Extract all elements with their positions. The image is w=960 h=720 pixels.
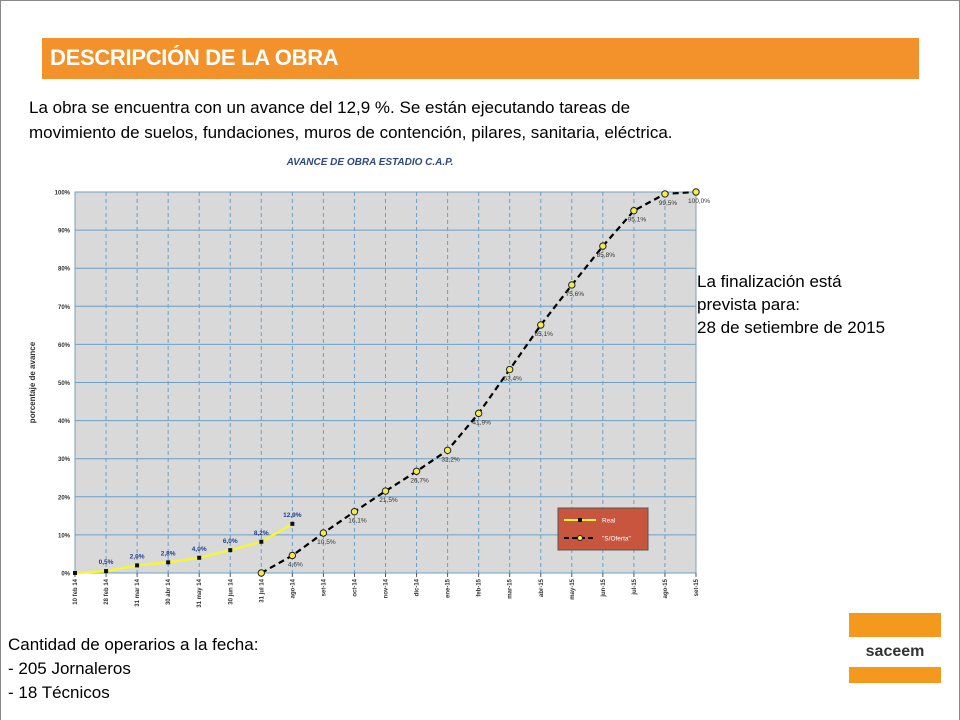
workers-laborers: - 205 Jornaleros <box>8 659 131 678</box>
x-tick-label: 10 feb 14 <box>73 579 79 605</box>
x-tick-label: nov-14 <box>383 579 390 599</box>
data-label-offer: 4,6% <box>287 561 303 569</box>
legend-box <box>558 508 648 550</box>
data-point-offer <box>289 552 295 558</box>
data-label-offer: 32,2% <box>441 456 460 464</box>
data-label-offer: 100,0% <box>687 198 710 205</box>
data-point-offer <box>507 366 513 372</box>
x-tick-label: may-15 <box>569 579 576 600</box>
chart-title: AVANCE DE OBRA ESTADIO C.A.P. <box>286 157 454 168</box>
completion-note-line-2: prevista para: <box>697 295 800 314</box>
data-label-real: 2,8% <box>160 550 176 558</box>
data-point-offer <box>320 530 326 536</box>
workers-technicians: - 18 Técnicos <box>8 683 110 702</box>
x-tick-label: jun-15 <box>600 579 607 597</box>
completion-note-line-1: La finalización está <box>697 272 842 291</box>
page-title: DESCRIPCIÓN DE LA OBRA <box>50 45 339 70</box>
y-tick-label: 50% <box>57 381 70 387</box>
data-point-offer <box>631 207 637 213</box>
y-tick-label: 40% <box>57 419 70 426</box>
data-point-offer <box>258 570 264 576</box>
y-tick-label: 10% <box>57 533 70 540</box>
data-label-offer: 75,6% <box>565 290 585 298</box>
data-point-offer <box>413 468 419 474</box>
x-tick-label: ago-14 <box>290 579 297 599</box>
legend-label-real: Real <box>602 517 616 525</box>
y-tick-label: 60% <box>57 342 70 349</box>
data-label-offer: 41,9% <box>472 419 491 427</box>
workers-summary <box>8 633 408 705</box>
x-tick-label: set-15 <box>694 579 700 597</box>
data-point-real <box>228 548 232 552</box>
data-point-offer <box>569 282 575 288</box>
completion-date: 28 de setiembre de 2015 <box>697 318 886 337</box>
y-tick-label: 100% <box>54 190 70 197</box>
data-label-real: 8,2% <box>253 529 269 537</box>
x-tick-label: feb-15 <box>476 579 483 597</box>
workers-heading: Cantidad de operarios a la fecha: <box>8 635 259 654</box>
data-point-real <box>290 522 294 526</box>
completion-note <box>697 270 947 339</box>
data-label-offer: 26,7% <box>410 477 429 485</box>
data-point-offer <box>475 410 481 416</box>
x-tick-label: mar-15 <box>507 579 514 599</box>
data-label-real: 12,9% <box>283 511 302 519</box>
data-point-offer <box>351 508 357 514</box>
data-point-offer <box>382 488 388 494</box>
data-point-real <box>259 540 263 544</box>
x-tick-label: ene-15 <box>445 579 452 599</box>
data-point-offer <box>693 189 699 195</box>
intro-line-2: movimiento de suelos, fundaciones, muros de contención, pilares, sanitaria, eléctrica. <box>29 123 673 142</box>
data-label-offer: 10,5% <box>317 538 336 546</box>
data-label-offer: 21,5% <box>379 497 398 505</box>
progress-chart <box>0 150 710 615</box>
data-point-real <box>104 569 108 573</box>
data-point-real <box>197 556 201 560</box>
legend-marker-real <box>578 518 582 522</box>
x-tick-label: 31 mar 14 <box>135 579 142 607</box>
data-point-offer <box>600 243 606 249</box>
logo-stripe-bottom <box>849 667 941 683</box>
data-label-real: 4,0% <box>191 545 207 553</box>
y-tick-label: 20% <box>57 495 70 502</box>
data-point-offer <box>538 322 544 328</box>
x-tick-label: set-14 <box>321 579 328 597</box>
y-tick-label: 80% <box>57 266 70 273</box>
x-tick-label: 30 jun 14 <box>228 579 235 605</box>
intro-line-1: La obra se encuentra con un avance del 12,9 %. Se están ejecutando tareas de <box>29 98 631 117</box>
legend-label-offer: "S/Oferta" <box>602 535 631 543</box>
x-tick-label: jul-15 <box>631 579 638 595</box>
x-tick-label: 31 jul 14 <box>259 579 266 603</box>
y-tick-label: 90% <box>57 228 70 235</box>
data-label-offer: 65,1% <box>534 330 553 338</box>
data-point-real <box>166 560 170 564</box>
data-label-offer: 99,5% <box>658 199 678 207</box>
data-label-real: 0,5% <box>98 559 114 567</box>
x-tick-label: 31 may 14 <box>197 579 204 608</box>
data-point-offer <box>444 447 450 453</box>
data-label-offer: 16,1% <box>348 517 367 525</box>
data-label-real: 6,0% <box>222 538 238 546</box>
intro-text <box>29 95 909 145</box>
x-tick-label: dic-14 <box>414 579 421 597</box>
y-tick-label: 0% <box>61 571 70 578</box>
x-tick-label: 28 feb 14 <box>104 579 111 605</box>
y-tick-label: 70% <box>57 304 70 311</box>
y-tick-label: 30% <box>57 457 70 464</box>
chart-y-axis-label: porcentaje de avance <box>28 341 37 424</box>
data-label-real: 2,0% <box>129 553 145 561</box>
chart-legend <box>558 508 648 550</box>
data-label-offer: 95,1% <box>627 216 647 224</box>
saceem-logo <box>849 613 941 683</box>
logo-text: saceem <box>865 643 925 660</box>
data-point-real <box>135 563 139 567</box>
data-point-offer <box>662 191 668 197</box>
frame-top-border <box>0 0 960 1</box>
x-tick-label: abr-15 <box>538 579 545 598</box>
data-label-offer: 53,4% <box>503 375 522 383</box>
x-tick-label: ago-15 <box>662 579 669 599</box>
x-tick-label: 30 abr 14 <box>166 579 173 606</box>
data-label-offer: 85,8% <box>596 252 616 260</box>
x-tick-label: oct-14 <box>352 579 359 597</box>
legend-marker-offer <box>578 536 583 541</box>
data-point-real <box>73 571 77 575</box>
logo-stripe-top <box>849 613 941 637</box>
